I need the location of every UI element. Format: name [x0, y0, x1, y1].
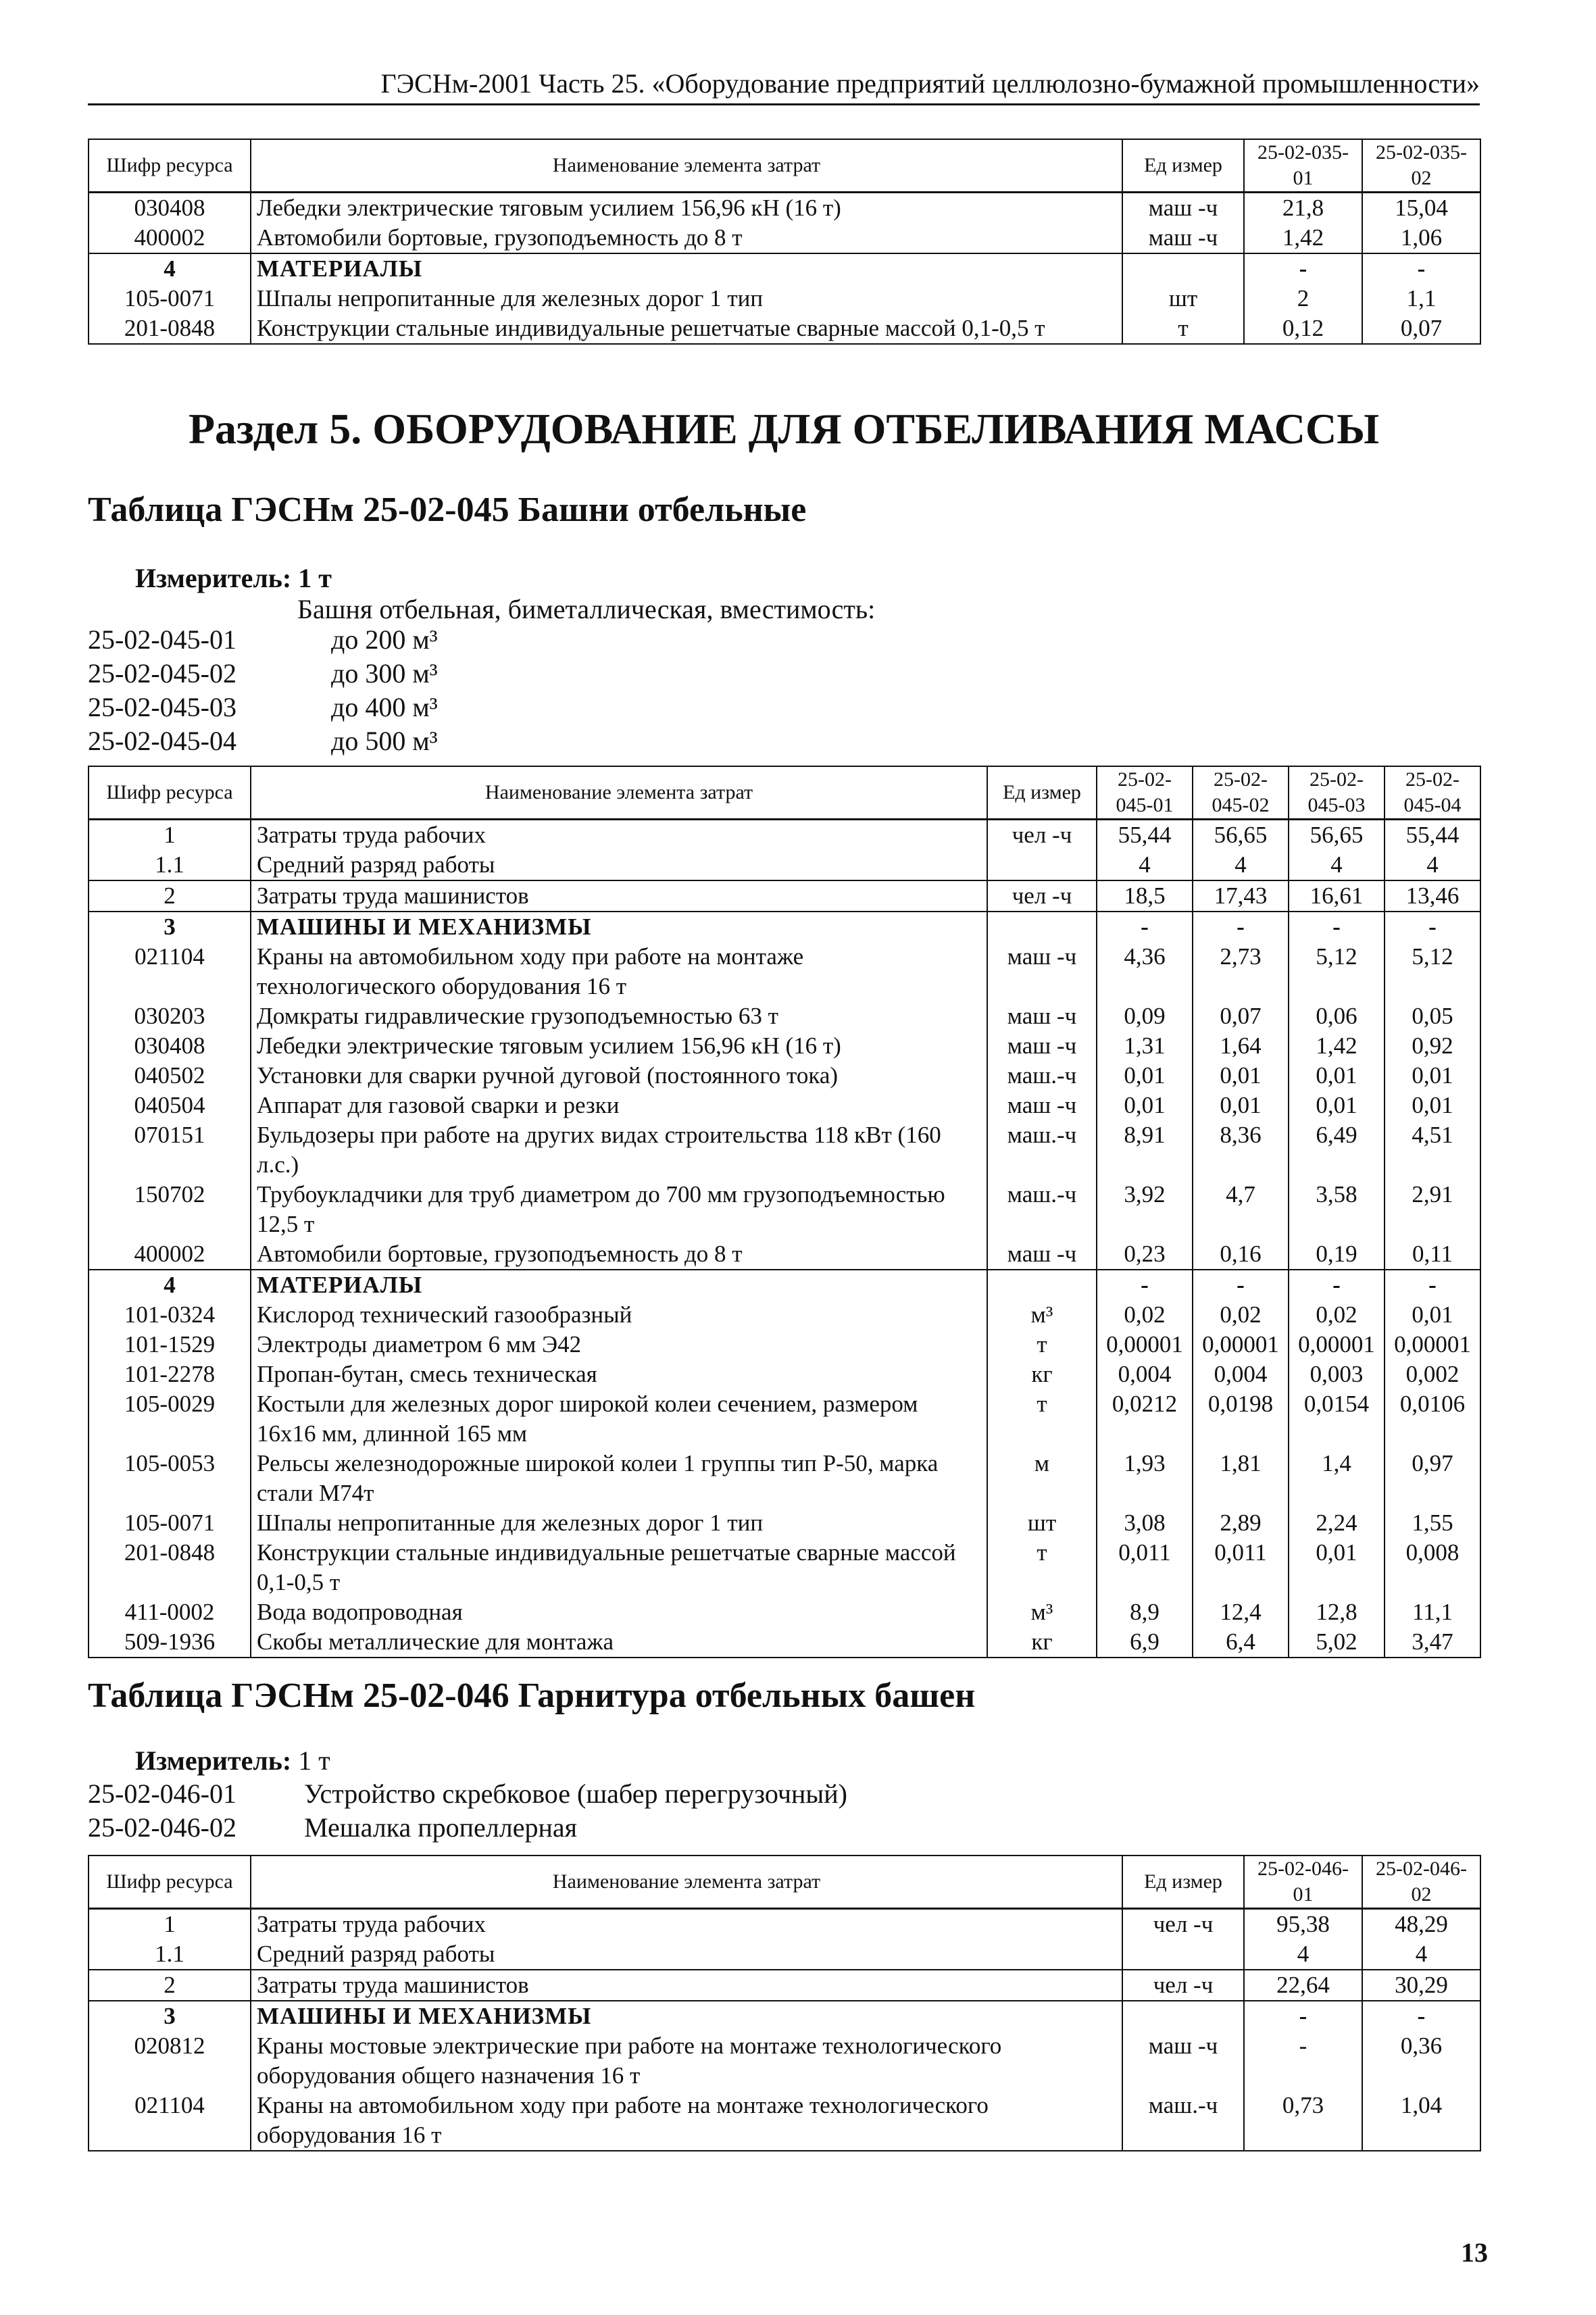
- resource-code: 101-1529: [89, 1330, 251, 1360]
- norm-value: 1,81: [1193, 1449, 1289, 1508]
- norm-value: 18,5: [1097, 880, 1193, 912]
- norm-value: -: [1362, 253, 1480, 284]
- table-row: [89, 223, 1480, 253]
- norm-value: 0,004: [1097, 1360, 1193, 1389]
- table-045-variants: [88, 623, 438, 758]
- variant-code: 25-02-046-02: [88, 1812, 236, 1843]
- table-row: [89, 284, 1480, 314]
- column-header: 25-02-046-01: [1244, 1856, 1362, 1909]
- norm-value: 2,24: [1289, 1508, 1385, 1538]
- norm-value: 55,44: [1385, 820, 1480, 851]
- table-row: [89, 1538, 1480, 1597]
- norm-value: 13,46: [1385, 880, 1480, 912]
- variant-row: [88, 724, 438, 758]
- norm-value: 3,92: [1097, 1180, 1193, 1239]
- norm-value: 2,89: [1193, 1508, 1289, 1538]
- norm-value: 8,91: [1097, 1120, 1193, 1180]
- norm-value: 0,00001: [1193, 1330, 1289, 1360]
- cost-element-name: Костыли для железных дорог широкой колеи сечением, размером 16х16 мм, длинной 165 мм: [251, 1389, 987, 1449]
- cost-element-name: Краны на автомобильном ходу при работе на монтаже технологического оборудования 16 т: [251, 942, 987, 1001]
- table-045: [88, 766, 1481, 1658]
- table-header-row: [89, 766, 1480, 820]
- cost-element-name: Средний разряд работы: [251, 1939, 1122, 1970]
- norm-value: 4: [1385, 850, 1480, 880]
- table-row: [89, 880, 1480, 912]
- cost-element-name: Вода водопроводная: [251, 1597, 987, 1627]
- table-046-meter: [135, 1745, 330, 1776]
- column-header: 25-02-045-02: [1193, 766, 1289, 820]
- meter-label: Измеритель:: [135, 563, 292, 593]
- continuation-table: [88, 139, 1481, 345]
- variant-text: Мешалка пропеллерная: [304, 1812, 578, 1843]
- column-header: Ед измер: [987, 766, 1097, 820]
- norm-value: -: [1193, 1270, 1289, 1300]
- norm-value: 8,36: [1193, 1120, 1289, 1180]
- unit-of-measure: маш.-ч: [1122, 2091, 1244, 2151]
- resource-code: 030408: [89, 1031, 251, 1061]
- resource-code: 101-2278: [89, 1360, 251, 1389]
- cost-element-name: Скобы металлические для монтажа: [251, 1627, 987, 1658]
- norm-value: 2: [1244, 284, 1362, 314]
- cost-element-name: Автомобили бортовые, грузоподъемность до 8 т: [251, 223, 1122, 253]
- norm-value: -: [1289, 1270, 1385, 1300]
- unit-of-measure: [987, 850, 1097, 880]
- variant-text: до 400 м³: [331, 692, 438, 722]
- cost-element-name: Затраты труда машинистов: [251, 1970, 1122, 2001]
- norm-value: 0,23: [1097, 1239, 1193, 1270]
- norm-value: 0,92: [1385, 1031, 1480, 1061]
- cost-element-name: Домкраты гидравлические грузоподъемностью 63 т: [251, 1001, 987, 1031]
- variant-text: Устройство скребковое (шабер перегрузочный): [304, 1778, 847, 1809]
- cost-element-name: Затраты труда рабочих: [251, 820, 987, 851]
- norm-value: 0,0212: [1097, 1389, 1193, 1449]
- norm-value: 11,1: [1385, 1597, 1480, 1627]
- norm-value: 0,0198: [1193, 1389, 1289, 1449]
- unit-of-measure: м: [987, 1449, 1097, 1508]
- column-header: Наименование элемента затрат: [251, 1856, 1122, 1909]
- cost-element-name: МАТЕРИАЛЫ: [251, 253, 1122, 284]
- norm-value: -: [1244, 2031, 1362, 2091]
- norm-value: 0,00001: [1289, 1330, 1385, 1360]
- table-row: [89, 1389, 1480, 1449]
- resource-code: 1.1: [89, 1939, 251, 1970]
- norm-value: 1,1: [1362, 284, 1480, 314]
- norm-value: 22,64: [1244, 1970, 1362, 2001]
- norm-value: 1,31: [1097, 1031, 1193, 1061]
- unit-of-measure: м³: [987, 1300, 1097, 1330]
- section-row: [89, 912, 1480, 942]
- column-header: 25-02-035-01: [1244, 139, 1362, 193]
- norm-value: 0,73: [1244, 2091, 1362, 2151]
- unit-of-measure: маш -ч: [1122, 193, 1244, 224]
- cost-element-name: Средний разряд работы: [251, 850, 987, 880]
- cost-element-name: Лебедки электрические тяговым усилием 156,96 кН (16 т): [251, 1031, 987, 1061]
- unit-of-measure: шт: [1122, 284, 1244, 314]
- norm-value: 4,36: [1097, 942, 1193, 1001]
- norm-value: 0,00001: [1097, 1330, 1193, 1360]
- unit-of-measure: чел -ч: [987, 820, 1097, 851]
- resource-code: 021104: [89, 942, 251, 1001]
- norm-value: 4: [1244, 1939, 1362, 1970]
- norm-value: -: [1385, 1270, 1480, 1300]
- variant-row: [88, 691, 438, 724]
- norm-value: 56,65: [1289, 820, 1385, 851]
- norm-value: -: [1097, 1270, 1193, 1300]
- resource-code: 030203: [89, 1001, 251, 1031]
- unit-of-measure: т: [987, 1389, 1097, 1449]
- meter-label: Измеритель:: [135, 1745, 292, 1776]
- norm-value: -: [1244, 2001, 1362, 2031]
- variant-text: до 500 м³: [331, 726, 438, 756]
- column-header: Шифр ресурса: [89, 1856, 251, 1909]
- norm-value: 5,12: [1385, 942, 1480, 1001]
- table-row: [89, 850, 1480, 880]
- unit-of-measure: маш -ч: [987, 1091, 1097, 1120]
- norm-value: 0,19: [1289, 1239, 1385, 1270]
- table-row: [89, 1001, 1480, 1031]
- cost-element-name: МАТЕРИАЛЫ: [251, 1270, 987, 1300]
- table-row: [89, 1627, 1480, 1658]
- norm-value: 4: [1193, 850, 1289, 880]
- resource-code: 3: [89, 912, 251, 942]
- section-row: [89, 2001, 1480, 2031]
- norm-value: -: [1244, 253, 1362, 284]
- column-header: Ед измер: [1122, 139, 1244, 193]
- norm-value: 55,44: [1097, 820, 1193, 851]
- norm-value: 3,08: [1097, 1508, 1193, 1538]
- unit-of-measure: маш.-ч: [987, 1180, 1097, 1239]
- cost-element-name: Кислород технический газообразный: [251, 1300, 987, 1330]
- table-row: [89, 2091, 1480, 2151]
- unit-of-measure: т: [987, 1538, 1097, 1597]
- table-row: [89, 1508, 1480, 1538]
- unit-of-measure: т: [1122, 314, 1244, 344]
- norm-value: -: [1385, 912, 1480, 942]
- unit-of-measure: [1122, 253, 1244, 284]
- table-row: [89, 314, 1480, 344]
- norm-value: 0,02: [1289, 1300, 1385, 1330]
- table-045-heading: Таблица ГЭСНм 25-02-045 Башни отбельные: [88, 491, 807, 529]
- norm-value: 0,01: [1289, 1061, 1385, 1091]
- resource-code: 2: [89, 880, 251, 912]
- norm-value: 0,16: [1193, 1239, 1289, 1270]
- unit-of-measure: маш -ч: [987, 1001, 1097, 1031]
- norm-value: 8,9: [1097, 1597, 1193, 1627]
- table-row: [89, 1909, 1480, 1940]
- norm-value: -: [1362, 2001, 1480, 2031]
- norm-value: 4: [1097, 850, 1193, 880]
- norm-value: 1,55: [1385, 1508, 1480, 1538]
- norm-value: 0,01: [1385, 1300, 1480, 1330]
- table-row: [89, 1330, 1480, 1360]
- column-header: 25-02-045-04: [1385, 766, 1480, 820]
- meter-value: 1 т: [298, 563, 332, 593]
- table-row: [89, 193, 1480, 224]
- unit-of-measure: кг: [987, 1627, 1097, 1658]
- unit-of-measure: маш -ч: [1122, 223, 1244, 253]
- norm-value: 6,9: [1097, 1627, 1193, 1658]
- resource-code: 040504: [89, 1091, 251, 1120]
- column-header: 25-02-045-01: [1097, 766, 1193, 820]
- cost-element-name: Шпалы непропитанные для железных дорог 1 тип: [251, 284, 1122, 314]
- column-header: Наименование элемента затрат: [251, 139, 1122, 193]
- cost-element-name: Конструкции стальные индивидуальные решетчатые сварные массой 0,1-0,5 т: [251, 314, 1122, 344]
- resource-code: 030408: [89, 193, 251, 224]
- cost-element-name: Аппарат для газовой сварки и резки: [251, 1091, 987, 1120]
- column-header: Шифр ресурса: [89, 766, 251, 820]
- unit-of-measure: маш -ч: [987, 1031, 1097, 1061]
- norm-value: 30,29: [1362, 1970, 1480, 2001]
- table-row: [89, 1091, 1480, 1120]
- column-header: 25-02-045-03: [1289, 766, 1385, 820]
- column-header: Наименование элемента затрат: [251, 766, 987, 820]
- column-header: Шифр ресурса: [89, 139, 251, 193]
- column-header: Ед измер: [1122, 1856, 1244, 1909]
- norm-value: 6,49: [1289, 1120, 1385, 1180]
- resource-code: 101-0324: [89, 1300, 251, 1330]
- resource-code: 1: [89, 820, 251, 851]
- unit-of-measure: чел -ч: [1122, 1909, 1244, 1940]
- resource-code: 2: [89, 1970, 251, 2001]
- unit-of-measure: маш -ч: [1122, 2031, 1244, 2091]
- table-row: [89, 1449, 1480, 1508]
- norm-value: 95,38: [1244, 1909, 1362, 1940]
- norm-value: 0,0154: [1289, 1389, 1385, 1449]
- norm-value: 1,04: [1362, 2091, 1480, 2151]
- unit-of-measure: маш.-ч: [987, 1120, 1097, 1180]
- cost-element-name: МАШИНЫ И МЕХАНИЗМЫ: [251, 912, 987, 942]
- column-header: 25-02-046-02: [1362, 1856, 1480, 1909]
- resource-code: 4: [89, 253, 251, 284]
- resource-code: 400002: [89, 223, 251, 253]
- norm-value: 12,8: [1289, 1597, 1385, 1627]
- page-number: 13: [1461, 2237, 1488, 2268]
- norm-value: 0,011: [1193, 1538, 1289, 1597]
- unit-of-measure: чел -ч: [987, 880, 1097, 912]
- resource-code: 105-0053: [89, 1449, 251, 1508]
- norm-value: 0,00001: [1385, 1330, 1480, 1360]
- norm-value: -: [1097, 912, 1193, 942]
- resource-code: 021104: [89, 2091, 251, 2151]
- table-row: [89, 1970, 1480, 2001]
- cost-element-name: Конструкции стальные индивидуальные решетчатые сварные массой 0,1-0,5 т: [251, 1538, 987, 1597]
- variant-row: [88, 1777, 847, 1811]
- norm-value: 0,07: [1193, 1001, 1289, 1031]
- resource-code: 070151: [89, 1120, 251, 1180]
- norm-value: 0,0106: [1385, 1389, 1480, 1449]
- resource-code: 1: [89, 1909, 251, 1940]
- norm-value: 1,93: [1097, 1449, 1193, 1508]
- meter-value: 1 т: [298, 1745, 330, 1776]
- resource-code: 105-0071: [89, 284, 251, 314]
- norm-value: 6,4: [1193, 1627, 1289, 1658]
- norm-value: 15,04: [1362, 193, 1480, 224]
- unit-of-measure: м³: [987, 1597, 1097, 1627]
- table-row: [89, 1120, 1480, 1180]
- norm-value: 0,02: [1097, 1300, 1193, 1330]
- table-row: [89, 942, 1480, 1001]
- table-row: [89, 1300, 1480, 1330]
- norm-value: 12,4: [1193, 1597, 1289, 1627]
- cost-element-name: Затраты труда рабочих: [251, 1909, 1122, 1940]
- table-046-heading: Таблица ГЭСНм 25-02-046 Гарнитура отбельных башен: [88, 1676, 976, 1715]
- norm-value: 0,12: [1244, 314, 1362, 344]
- variant-text: до 300 м³: [331, 658, 438, 689]
- unit-of-measure: маш.-ч: [987, 1061, 1097, 1091]
- resource-code: 150702: [89, 1180, 251, 1239]
- resource-code: 509-1936: [89, 1627, 251, 1658]
- norm-value: 5,12: [1289, 942, 1385, 1001]
- resource-code: 400002: [89, 1239, 251, 1270]
- running-header: ГЭСНм-2001 Часть 25. «Оборудование предприятий целлюлозно-бумажной промышленности»: [88, 68, 1480, 105]
- resource-code: 1.1: [89, 850, 251, 880]
- norm-value: 4,7: [1193, 1180, 1289, 1239]
- norm-value: 0,004: [1193, 1360, 1289, 1389]
- resource-code: 201-0848: [89, 1538, 251, 1597]
- unit-of-measure: чел -ч: [1122, 1970, 1244, 2001]
- norm-value: 1,06: [1362, 223, 1480, 253]
- norm-value: 0,06: [1289, 1001, 1385, 1031]
- variant-code: 25-02-045-01: [88, 624, 236, 655]
- norm-value: 2,91: [1385, 1180, 1480, 1239]
- norm-value: 56,65: [1193, 820, 1289, 851]
- variant-row: [88, 1811, 847, 1845]
- table-row: [89, 1031, 1480, 1061]
- table-row: [89, 820, 1480, 851]
- norm-value: 0,97: [1385, 1449, 1480, 1508]
- norm-value: 4: [1289, 850, 1385, 880]
- norm-value: 0,003: [1289, 1360, 1385, 1389]
- unit-of-measure: кг: [987, 1360, 1097, 1389]
- norm-value: 21,8: [1244, 193, 1362, 224]
- cost-element-name: Автомобили бортовые, грузоподъемность до 8 т: [251, 1239, 987, 1270]
- norm-value: 0,01: [1097, 1061, 1193, 1091]
- norm-value: 1,64: [1193, 1031, 1289, 1061]
- cost-element-name: Рельсы железнодорожные широкой колеи 1 группы тип Р-50, марка стали М74т: [251, 1449, 987, 1508]
- norm-value: 0,008: [1385, 1538, 1480, 1597]
- resource-code: 411-0002: [89, 1597, 251, 1627]
- table-row: [89, 1939, 1480, 1970]
- cost-element-name: Трубоукладчики для труб диаметром до 700 мм грузоподъемностью 12,5 т: [251, 1180, 987, 1239]
- norm-value: 1,4: [1289, 1449, 1385, 1508]
- table-row: [89, 1597, 1480, 1627]
- norm-value: 0,01: [1385, 1091, 1480, 1120]
- variant-row: [88, 623, 438, 657]
- unit-of-measure: маш -ч: [987, 1239, 1097, 1270]
- resource-code: 020812: [89, 2031, 251, 2091]
- cost-element-name: Краны на автомобильном ходу при работе на монтаже технологического оборудования 16 т: [251, 2091, 1122, 2151]
- norm-value: 0,01: [1193, 1061, 1289, 1091]
- norm-value: 0,002: [1385, 1360, 1480, 1389]
- unit-of-measure: маш -ч: [987, 942, 1097, 1001]
- norm-value: -: [1289, 912, 1385, 942]
- resource-code: 105-0071: [89, 1508, 251, 1538]
- norm-value: -: [1193, 912, 1289, 942]
- unit-of-measure: [987, 912, 1097, 942]
- unit-of-measure: шт: [987, 1508, 1097, 1538]
- norm-value: 3,58: [1289, 1180, 1385, 1239]
- resource-code: 201-0848: [89, 314, 251, 344]
- table-046-variants: [88, 1777, 847, 1845]
- norm-value: 0,11: [1385, 1239, 1480, 1270]
- table-header-row: [89, 1856, 1480, 1909]
- norm-value: 0,011: [1097, 1538, 1193, 1597]
- table-row: [89, 1061, 1480, 1091]
- norm-value: 0,01: [1289, 1538, 1385, 1597]
- section-row: [89, 1270, 1480, 1300]
- norm-value: 0,09: [1097, 1001, 1193, 1031]
- variant-row: [88, 657, 438, 691]
- cost-element-name: МАШИНЫ И МЕХАНИЗМЫ: [251, 2001, 1122, 2031]
- norm-value: 0,01: [1385, 1061, 1480, 1091]
- section-row: [89, 253, 1480, 284]
- norm-value: 0,01: [1193, 1091, 1289, 1120]
- unit-of-measure: [1122, 1939, 1244, 1970]
- variant-code: 25-02-046-01: [88, 1778, 236, 1809]
- cost-element-name: Электроды диаметром 6 мм Э42: [251, 1330, 987, 1360]
- norm-value: 0,05: [1385, 1001, 1480, 1031]
- norm-value: 3,47: [1385, 1627, 1480, 1658]
- cost-element-name: Бульдозеры при работе на других видах строительства 118 кВт (160 л.с.): [251, 1120, 987, 1180]
- table-046: [88, 1855, 1481, 2151]
- table-row: [89, 2031, 1480, 2091]
- resource-code: 040502: [89, 1061, 251, 1091]
- norm-value: 1,42: [1244, 223, 1362, 253]
- table-045-meter: [135, 562, 332, 594]
- norm-value: 17,43: [1193, 880, 1289, 912]
- cost-element-name: Краны мостовые электрические при работе на монтаже технологического оборудования общего назначения 16 т: [251, 2031, 1122, 2091]
- norm-value: 1,42: [1289, 1031, 1385, 1061]
- norm-value: 2,73: [1193, 942, 1289, 1001]
- norm-value: 48,29: [1362, 1909, 1480, 1940]
- norm-value: 0,36: [1362, 2031, 1480, 2091]
- norm-value: 0,01: [1289, 1091, 1385, 1120]
- variant-code: 25-02-045-03: [88, 692, 236, 722]
- norm-value: 4,51: [1385, 1120, 1480, 1180]
- norm-value: 5,02: [1289, 1627, 1385, 1658]
- cost-element-name: Установки для сварки ручной дуговой (постоянного тока): [251, 1061, 987, 1091]
- resource-code: 105-0029: [89, 1389, 251, 1449]
- norm-value: 4: [1362, 1939, 1480, 1970]
- norm-value: 16,61: [1289, 880, 1385, 912]
- cost-element-name: Шпалы непропитанные для железных дорог 1 тип: [251, 1508, 987, 1538]
- variant-code: 25-02-045-04: [88, 726, 236, 756]
- unit-of-measure: т: [987, 1330, 1097, 1360]
- unit-of-measure: [1122, 2001, 1244, 2031]
- table-row: [89, 1239, 1480, 1270]
- section-heading: Раздел 5. ОБОРУДОВАНИЕ ДЛЯ ОТБЕЛИВАНИЯ МАССЫ: [188, 405, 1380, 453]
- column-header: 25-02-035-02: [1362, 139, 1480, 193]
- resource-code: 4: [89, 1270, 251, 1300]
- table-row: [89, 1360, 1480, 1389]
- variant-code: 25-02-045-02: [88, 658, 236, 689]
- table-row: [89, 1180, 1480, 1239]
- resource-code: 3: [89, 2001, 251, 2031]
- norm-value: 0,07: [1362, 314, 1480, 344]
- cost-element-name: Пропан-бутан, смесь техническая: [251, 1360, 987, 1389]
- table-header-row: [89, 139, 1480, 193]
- variant-text: до 200 м³: [331, 624, 438, 655]
- cost-element-name: Лебедки электрические тяговым усилием 156,96 кН (16 т): [251, 193, 1122, 224]
- table-045-intro: Башня отбельная, биметаллическая, вместимость:: [297, 594, 876, 624]
- cost-element-name: Затраты труда машинистов: [251, 880, 987, 912]
- norm-value: 0,01: [1097, 1091, 1193, 1120]
- norm-value: 0,02: [1193, 1300, 1289, 1330]
- unit-of-measure: [987, 1270, 1097, 1300]
